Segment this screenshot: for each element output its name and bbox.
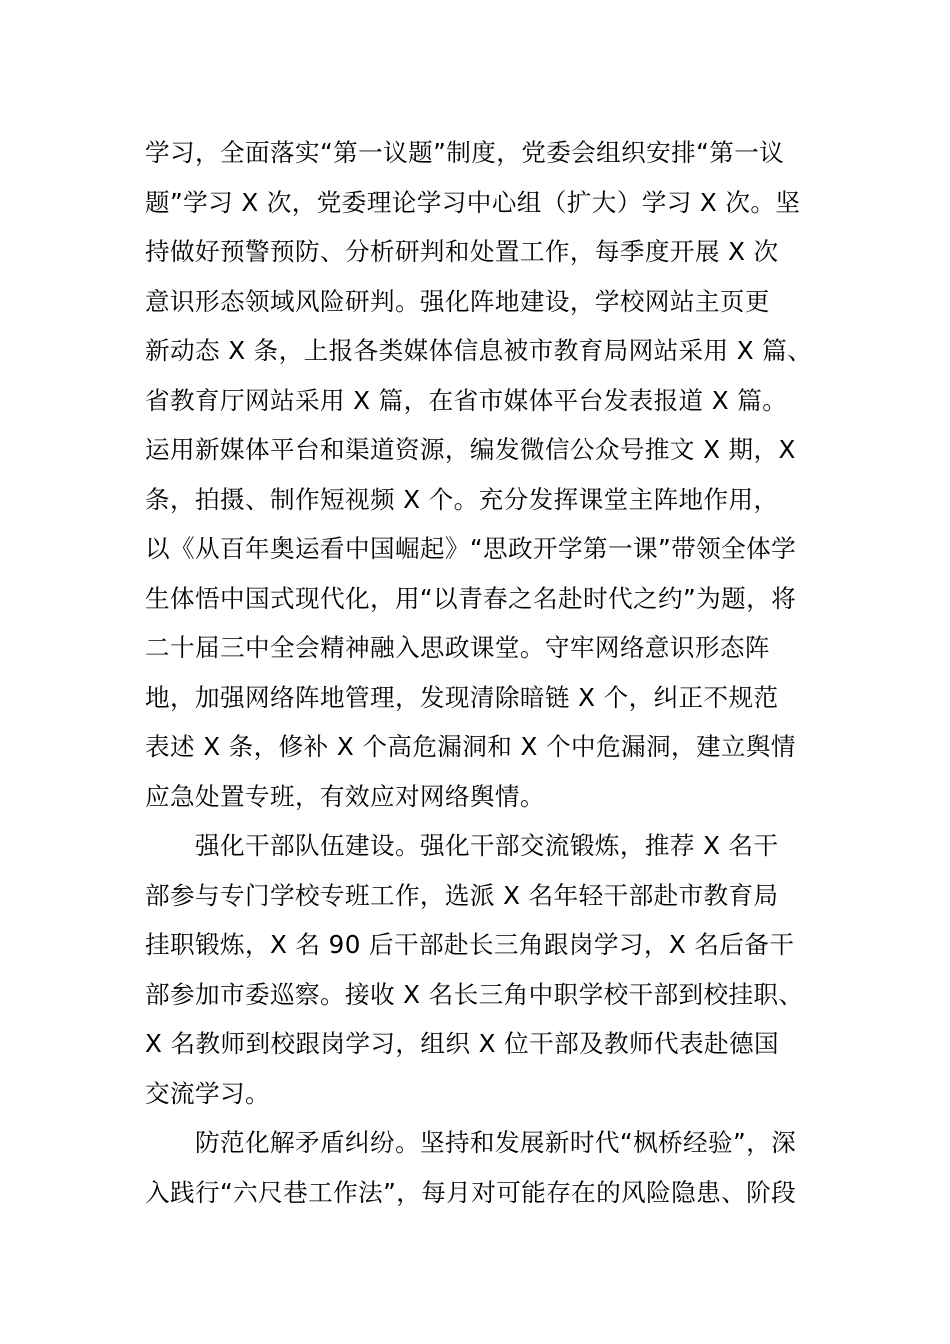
text-line: 意识形态领域风险研判。强化阵地建设，学校网站主页更 (145, 286, 770, 316)
text-line: 部参加市委巡察。接收 X 名长三角中职学校干部到校挂职、 (145, 979, 804, 1009)
text-line: 强化干部队伍建设。强化干部交流锻炼，推荐 X 名干 (195, 831, 779, 860)
paragraph-ideology-work (145, 128, 825, 821)
text-line: 防范化解矛盾纠纷。坚持和发展新时代“枫桥经验”，深 (195, 1128, 797, 1157)
text-line: 持做好预警预防、分析研判和处置工作，每季度开展 X 次 (145, 237, 779, 266)
text-line: 入践行“六尺巷工作法”，每月对可能存在的风险隐患、阶段 (145, 1177, 797, 1207)
text-line: 应急处置专班，有效应对网络舆情。 (145, 781, 545, 811)
document-body (145, 128, 825, 1217)
text-line: 条，拍摄、制作短视频 X 个。充分发挥课堂主阵地作用， (145, 484, 779, 514)
text-line: 以《从百年奥运看中国崛起》“思政开学第一课”带领全体学 (145, 534, 797, 563)
text-line: 交流学习。 (145, 1078, 270, 1108)
text-line: 表述 X 条，修补 X 个高危漏洞和 X 个中危漏洞，建立舆情 (145, 732, 796, 761)
text-line: 运用新媒体平台和渠道资源，编发微信公众号推文 X 期，X (145, 435, 796, 464)
text-line: 题”学习 X 次，党委理论学习中心组（扩大）学习 X 次。坚 (145, 187, 801, 217)
paragraph-dispute-resolution (145, 1118, 825, 1217)
text-line: 生体悟中国式现代化，用“以青春之名赴时代之约”为题，将 (145, 583, 797, 613)
text-line: 省教育厅网站采用 X 篇，在省市媒体平台发表报道 X 篇。 (145, 385, 788, 415)
text-line: 地，加强网络阵地管理，发现清除暗链 X 个，纠正不规范 (145, 682, 779, 712)
text-line: 部参与专门学校专班工作，选派 X 名年轻干部赴市教育局 (145, 880, 779, 910)
text-line: 二十届三中全会精神融入思政课堂。守牢网络意识形态阵 (145, 633, 770, 662)
text-line: 学习，全面落实“第一议题”制度，党委会组织安排“第一议 (145, 138, 785, 167)
text-line: 挂职锻炼，X 名 90 后干部赴长三角跟岗学习，X 名后备干 (145, 930, 795, 959)
text-line: X 名教师到校跟岗学习，组织 X 位干部及教师代表赴德国 (145, 1029, 780, 1058)
text-line: 新动态 X 条，上报各类媒体信息被市教育局网站采用 X 篇、 (145, 336, 813, 365)
paragraph-cadre-team (145, 821, 825, 1118)
